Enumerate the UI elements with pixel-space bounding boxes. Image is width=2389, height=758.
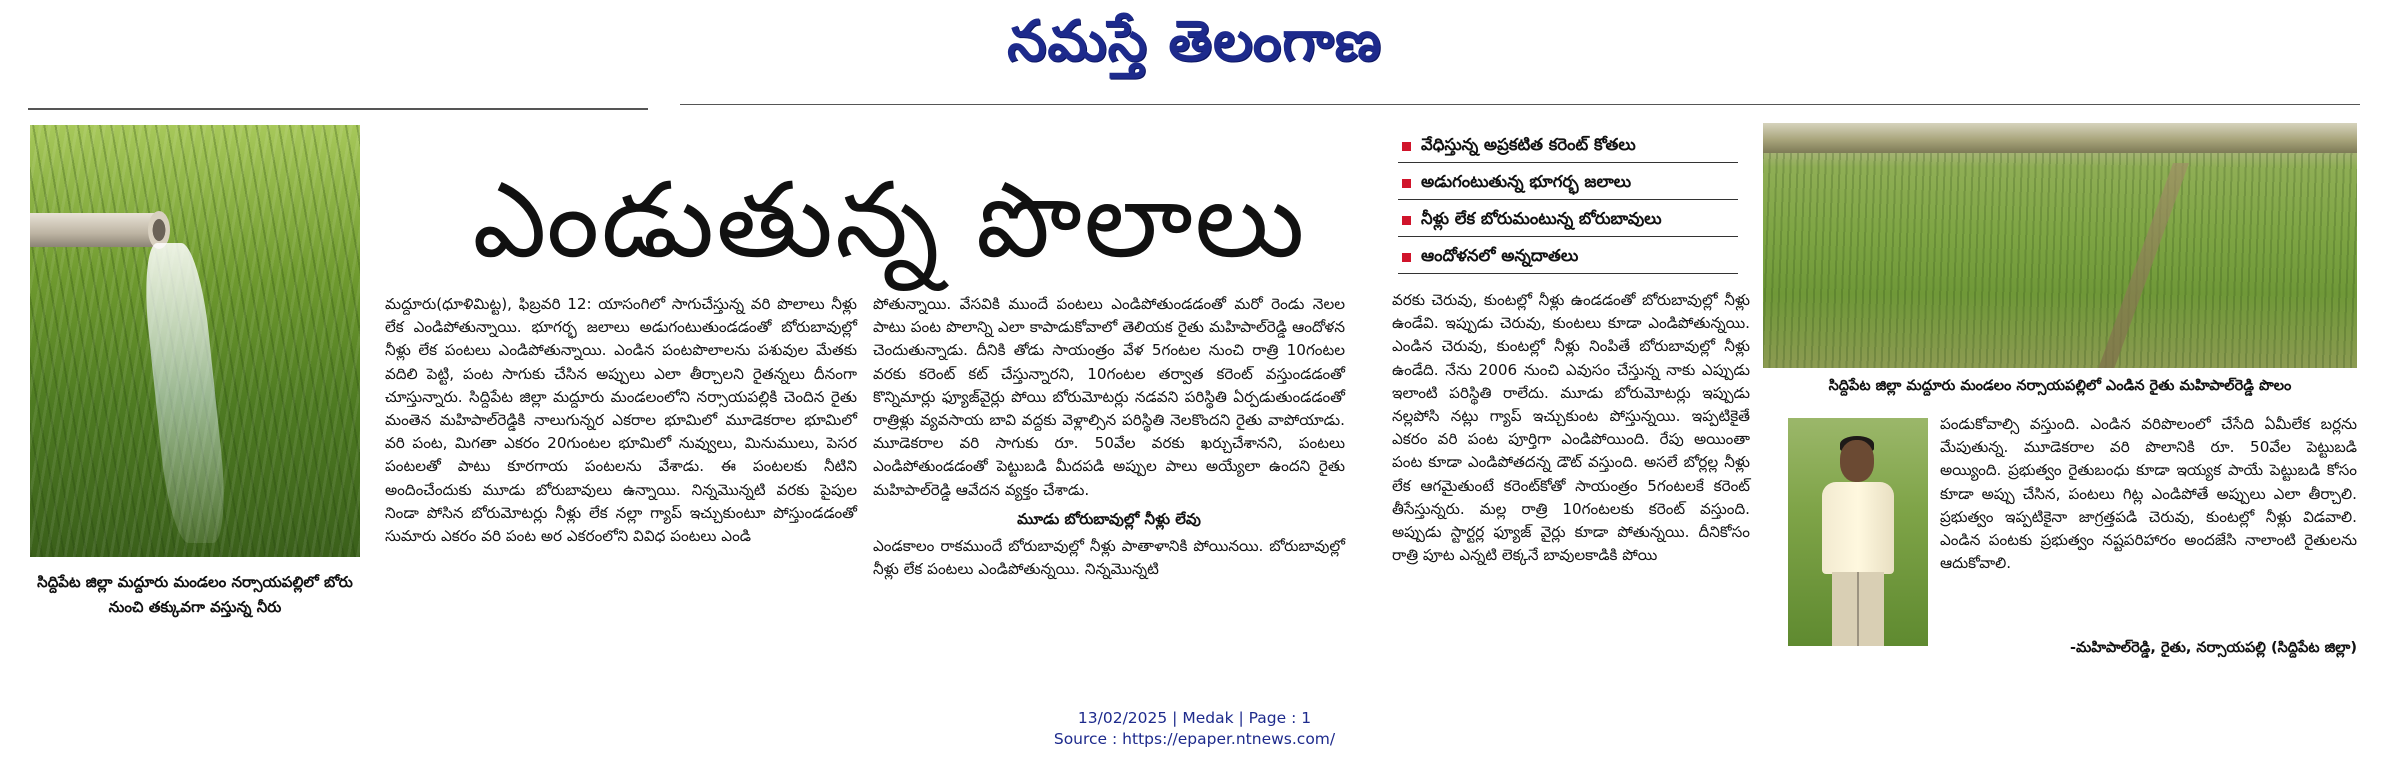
article-column-2 xyxy=(873,293,1345,581)
article-column-3 xyxy=(1392,289,1750,567)
pipe-water-photo xyxy=(30,125,360,557)
bullet-item xyxy=(1398,241,1738,274)
farmer-legs-shape xyxy=(1832,572,1884,646)
top-rule-left xyxy=(28,108,648,110)
red-square-icon xyxy=(1402,253,1411,262)
water-stream-shape xyxy=(139,243,231,543)
highlight-bullets xyxy=(1398,130,1738,278)
column-2-subhead: మూడు బోరుబావుల్లో నీళ్లు లేవు xyxy=(1017,509,1201,528)
column-2-text-continued: ఎండకాలం రాకముందే బోరుబావుల్లో నీళ్లు పాతాళానికి పోయినయి. బోరుబావుల్లో నీళ్లు లేక పంటలు ఎండిపోతున్నయి. నిన్నమొన్నటి xyxy=(873,537,1345,579)
column-2-text: పోతున్నాయి. వేసవికి ముందే పంటలు ఎండిపోతుండడంతో మరో రెండు నెలల పాటు పంట పొలాన్ని ఎలా కాపాడుకోవాలో తెలియక రైతు మహిపాల్‌రెడ్డి ఆందోళన చెందుతున్నాడు. దీనికి తోడు సాయంత్రం వేళ 5గంటల నుంచి రాత్రి 10గంటల వరకు కరెంట్ కట్ చేస్తున్నారని, 10గంటల తర్వాత కరెంట్ వస్తుండడంతో కొన్నిమార్లు ఫ్యూజ్‌వైర్లు పోయి బోరుమోటర్లు నడవని పరిస్థితి ఏర్పడుతుండడంతో రాత్రిళ్లు వ్యవసాయ బావి వద్దకు వెళ్లాల్సిన పరిస్థితి నెలకొందని రైతు వాపోయాడు. మూడెకరాల వరి సాగుకు రూ. 50వేల వరకు ఖర్చుచేశానని, పంటలు ఎండిపోతుండడంతో పెట్టుబడి మీదపడి అప్పుల పాలు అయ్యేలా ఉందని రైతు మహిపాల్‌రెడ్డి ఆవేదన వ్యక్తం చేశాడు. xyxy=(873,295,1345,499)
quote-signature: -మహిపాల్‌రెడ్డి, రైతు, నర్సాయపల్లి (సిద్దిపేట జిల్లా) xyxy=(2069,640,2357,656)
column-1-text: మద్దూరు(ధూళిమిట్ట), ఫిబ్రవరి 12: యాసంగిలో సాగుచేస్తున్న వరి పొలాలు నీళ్లు లేక ఎండిపోతున్నాయి. భూగర్భ జలాలు అడుగంటుతుండడంతో బోరుబావుల్లో నీళ్లు లేక పంటలు ఎండిపోతున్నాయి. ఎండిన పంటపొలాలను పశువుల మేతకు వదిలి పెట్టి, పంట సాగుకు చేసిన అప్పులు ఎలా తీర్చాలని రైతన్నలు దీనంగా చూస్తున్నారు. సిద్దిపేట జిల్లా మద్దూరు మండలంలోని నర్సాయపల్లికి చెందిన రైతు మంతెన మహిపాల్‌రెడ్డికి నాలుగున్నర ఎకరాల భూమిలో మూడెకరాల భూమిలో వరి పంట, మిగతా ఎకరం 20గుంటల భూమిలో నువ్వులు, మినుములు, పెసర పంటలతో పాటు కూరగాయ పంటలను వేశాడు. ఈ పంటలకు నీటిని అందించేందుకు మూడు బోరుబావులు ఉన్నాయి. నిన్నమొన్నటి వరకు పైపుల నిండా పోసిన బోరుమోటర్లు నీళ్లు లేక నల్లా గ్యాప్ ఇచ్చుకుంటూ పోస్తుండడంతో సుమారు ఎకరం వరి పంట అర ఎకరంలోని వివిధ పంటలు ఎండి xyxy=(385,295,857,546)
furrow-shape xyxy=(2093,163,2189,368)
column-3-text: వరకు చెరువు, కుంటల్లో నీళ్లు ఉండడంతో బోరుబావుల్లో నీళ్లు ఉండేవి. ఇప్పుడు చెరువు, కుంటలు కూడా ఎండిపోతున్నయి. ఎండిన చెరువు, కుంటల్లో నీళ్లు నింపితే బోరుబావుల్లో నీళ్లు ఉండేది. నేను 2006 నుంచి ఎవుసం చేస్తున్న నాకు ఎప్పుడు ఇలాంటి పరిస్థితి రాలేదు. మూడు బోరుమోటర్లు ఇప్పుడు నల్లపోసి నట్లు గ్యాప్ ఇచ్చుకుంట పోస్తున్నయి. ఇప్పటికైతే ఎకరం వరి పంట పూర్తిగా ఎండిపోయింది. రేపు అయింతా పంట కూడా ఎండిపోతదన్న డౌట్ వస్తుంది. అసలే బోర్లల్ల నీళ్లు లేక ఆగమైతుంటే కరెంట్‌కోతో సాయంత్రం 5గంటలకే కరెంట్ తీసేస్తున్నరు. మల్ల రాత్రి 10గంటలకు కరెంట్ వస్తుంది. అప్పుడు స్టార్టర్ల ఫ్యూజ్ వైర్లు కూడా పోతున్నయి. దీనికోసం రాత్రి పూట ఎన్నటి లెక్కనే బావులకాడికి పోయి xyxy=(1392,291,1750,565)
article-headline: ఎండుతున్న పొలాలు xyxy=(472,159,1307,281)
article-column-1 xyxy=(385,293,857,548)
red-square-icon xyxy=(1402,216,1411,225)
red-square-icon xyxy=(1402,179,1411,188)
top-rule-right xyxy=(680,104,2360,105)
farmer-head-shape xyxy=(1840,440,1874,482)
bullet-item xyxy=(1398,167,1738,200)
bullet-text: ఆందోళనలో అన్నదాతలు xyxy=(1421,245,1579,265)
article-column-4 xyxy=(1940,413,2357,575)
footer-source: Source : https://epaper.ntnews.com/ xyxy=(1053,730,1336,748)
left-photo-caption: సిద్దిపేట జిల్లా మద్దూరు మండలం నర్సాయపల్లిలో బోరు నుంచి తక్కువగా వస్తున్న నీరు xyxy=(37,573,353,616)
footer-date-edition: 13/02/2025 | Medak | Page : 1 xyxy=(1077,709,1312,727)
page-footer xyxy=(0,708,2389,750)
bullet-item xyxy=(1398,130,1738,163)
bullet-text: అడుగంటుతున్న భూగర్భ జలాలు xyxy=(1421,171,1632,191)
newspaper-masthead: నమస్తే తెలంగాణ xyxy=(1007,8,1382,74)
tree-line-shape xyxy=(1763,123,2357,153)
farmer-photo xyxy=(1788,418,1928,646)
bullet-text: వేధిస్తున్న అప్రకటిత కరెంట్ కోతలు xyxy=(1421,134,1636,154)
paddy-field-photo xyxy=(1763,123,2357,368)
bullet-item xyxy=(1398,204,1738,237)
column-4-text: పండుకోవాల్సి వస్తుంది. ఎండిన వరిపొలంలో చేసేది ఏమీలేక బర్లను మేపుతున్న. మూడెకరాల వరి పొలానికి రూ. 50వేల పెట్టుబడి అయ్యింది. ప్రభుత్వం రైతుబంధు కూడా ఇయ్యక పాయే పెట్టుబడి కోసం కూడా అప్పు చేసిన, పంటలు గిట్ల ఎండిపోతే అప్పులు ఎలా తీర్చాలి. ప్రభుత్వం ఇప్పటికైనా జాగ్రత్తపడి చెరువు, కుంటల్లో నీళ్లు విడవాలి. ఎండిన పంటకు ప్రభుత్వం నష్టపరిహారం అందజేసి నాలాంటి రైతులను ఆదుకోవాలి. xyxy=(1940,415,2357,573)
red-square-icon xyxy=(1402,142,1411,151)
pipe-shape xyxy=(30,213,165,247)
right-photo-caption: సిద్దిపేట జిల్లా మద్దూరు మండలం నర్సాయపల్లిలో ఎండిన రైతు మహిపాల్‌రెడ్డి పొలం xyxy=(1828,378,2292,394)
farmer-shirt-shape xyxy=(1822,482,1894,574)
bullet-text: నీళ్లు లేక బోరుమంటున్న బోరుబావులు xyxy=(1421,208,1662,228)
